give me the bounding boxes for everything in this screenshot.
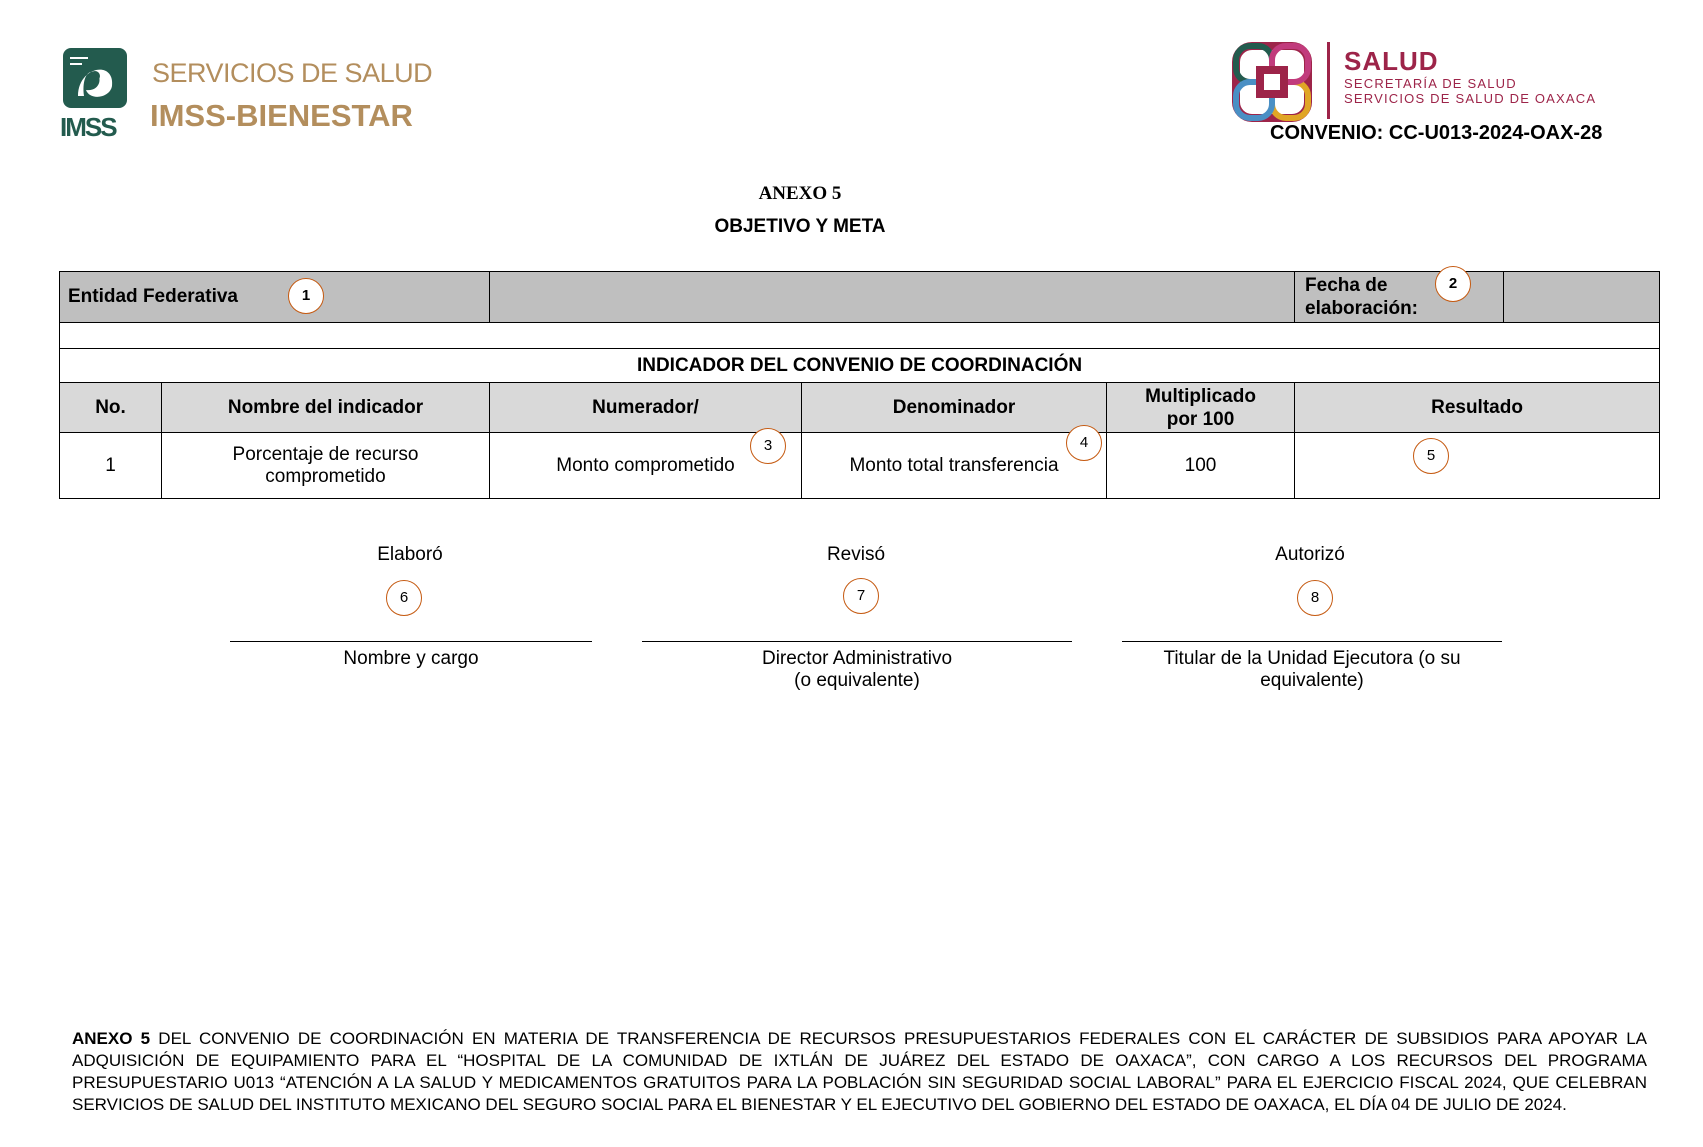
spacer-row [60,323,1660,349]
cell-multiplicado: 100 [1107,433,1295,499]
marker-6: 6 [386,580,422,616]
imss-wordmark: IMSS [60,112,116,142]
cell-no: 1 [60,433,162,499]
fecha-label-line2: elaboración: [1305,298,1419,319]
sig-autorizo-caption-2: equivalente) [1260,670,1364,691]
sig-elaboro-title: Elaboró [377,544,443,565]
footer-legal-text [72,1028,1647,1116]
marker-1: 1 [288,278,324,314]
spacer-cell [60,323,1660,349]
convenio-number: CONVENIO: CC-U013-2024-OAX-28 [1270,122,1603,144]
salud-oaxaca-logo [1232,40,1632,125]
col-denominador: Denominador [802,383,1107,433]
sig-elaboro-caption-1: Nombre y cargo [343,648,479,669]
column-header-row [60,383,1660,433]
salud-divider [1327,42,1330,119]
table-row [60,433,1660,499]
marker-4: 4 [1066,425,1102,461]
col-resultado: Resultado [1295,383,1660,433]
objetivo-title: OBJETIVO Y META [714,216,886,237]
cell-nombre: Porcentaje de recurso comprometido [162,433,490,499]
marker-5: 5 [1413,438,1449,474]
sig-reviso-title: Revisó [826,544,886,565]
entidad-row [60,272,1660,323]
sig-elaboro-caption [230,648,592,670]
cell-resultado[interactable] [1295,433,1660,499]
cell-denominador [802,433,1107,499]
salud-subtitle-1: SECRETARÍA DE SALUD [1344,76,1517,91]
col-multiplicado-line1: Multiplicado [1145,385,1256,407]
salud-subtitle-2: SERVICIOS DE SALUD DE OAXACA [1344,91,1597,106]
footer-bold-lead: ANEXO 5 [72,1029,151,1048]
entidad-label: Entidad Federativa [68,286,238,307]
imss-logo-line1: SERVICIOS DE SALUD [152,58,433,88]
imss-bienestar-logo [60,46,440,146]
sig-reviso-caption [642,648,1072,692]
anexo-title: ANEXO 5 [758,183,842,204]
fecha-label-cell [1295,272,1504,322]
sig-autorizo-title: Autorizó [1275,544,1345,565]
salud-emblem-icon [1232,42,1312,122]
fecha-row-cell [1295,272,1660,323]
section-title-row [60,349,1660,383]
marker-8: 8 [1297,580,1333,616]
sig-reviso-caption-2: (o equivalente) [794,670,920,691]
col-nombre: Nombre del indicador [162,383,490,433]
fecha-value-cell[interactable] [1504,272,1659,322]
col-numerador: Numerador/ [490,383,802,433]
cell-denominador-text: Monto total transferencia [849,454,1059,476]
sig-autorizo-caption-1: Titular de la Unidad Ejecutora (o su [1163,648,1461,669]
col-no: No. [60,383,162,433]
sig-autorizo-line [1122,641,1502,642]
marker-3: 3 [750,428,786,464]
marker-7: 7 [843,578,879,614]
cell-numerador-text: Monto comprometido [556,454,735,476]
marker-2: 2 [1435,266,1471,302]
sig-reviso-caption-1: Director Administrativo [761,648,953,669]
fecha-label-line1: Fecha de [1305,275,1388,296]
entidad-value-cell[interactable] [490,272,1295,323]
salud-title: SALUD [1344,46,1439,76]
indicator-table [59,271,1660,499]
cell-numerador [490,433,802,499]
imss-logo-line2: IMSS-BIENESTAR [150,98,413,133]
section-title: INDICADOR DEL CONVENIO DE COORDINACIÓN [60,349,1660,383]
col-multiplicado [1107,383,1295,433]
col-multiplicado-line2: por 100 [1166,408,1235,430]
entidad-cell [60,272,490,323]
sig-elaboro-line [230,641,592,642]
sig-reviso-line [642,641,1072,642]
footer-body: DEL CONVENIO DE COORDINACIÓN EN MATERIA DE TRANSFERENCIA DE RECURSOS PRESUPUESTARIOS FEDERALES CON EL CARÁCTER DE SUBSIDIOS PARA APOYAR LA ADQUISICIÓN DE EQUIPAMIENTO PARA EL “HOSPITAL DE LA COMUNIDAD DE IXTLÁN DE JUÁREZ DEL ESTADO DE OAXACA”, CON CARGO A LOS RECURSOS DEL PROGRAMA PRESUPUESTARIO U013 “ATENCIÓN A LA SALUD Y MEDICAMENTOS GRATUITOS PARA LA POBLACIÓN SIN SEGURIDAD SOCIAL LABORAL” PARA EL EJERCICIO FISCAL 2024, QUE CELEBRAN SERVICIOS DE SALUD DEL INSTITUTO MEXICANO DEL SEGURO SOCIAL PARA EL BIENESTAR Y EL EJECUTIVO DEL GOBIERNO DEL ESTADO DE OAXACA, EL DÍA 04 DE JULIO DE 2024. [72,1029,1647,1114]
sig-autorizo-caption [1122,648,1502,692]
